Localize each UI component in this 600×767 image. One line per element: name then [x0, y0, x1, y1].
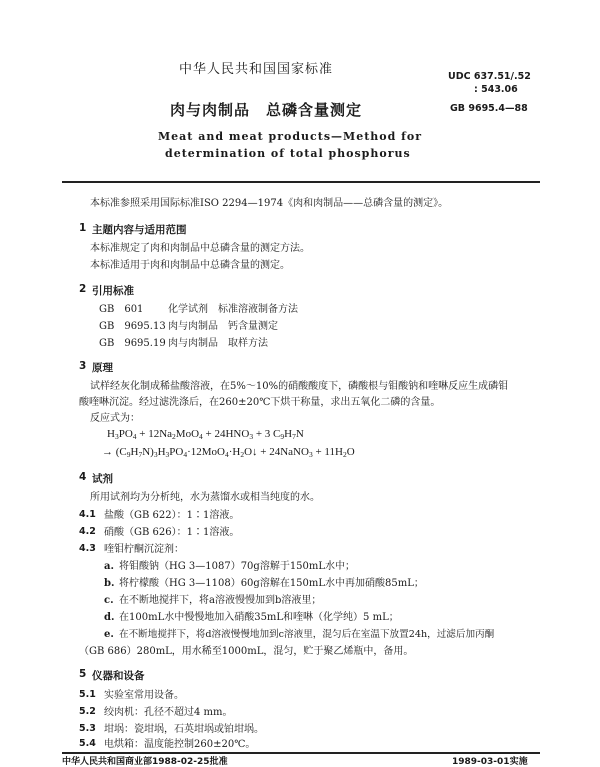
english-title-line1: Meat and meat products—Method for	[158, 130, 422, 143]
eq2-sub: 4	[183, 450, 188, 459]
section-5-title: 仪器和设备	[92, 670, 145, 682]
item-5-4-number: 5.4	[79, 738, 96, 749]
eq1-sub: 3	[249, 432, 254, 441]
item-4-2-text: 硝酸（GB 626）：1∶1溶液。	[104, 527, 240, 538]
eq1-part: H	[284, 428, 293, 440]
national-standard-label: 中华人民共和国国家标准	[179, 62, 334, 77]
ref-code-1: GB 601	[99, 304, 144, 315]
reaction-equation-2	[102, 446, 355, 459]
eq2-part: H	[157, 446, 166, 458]
eq1-sub: 9	[280, 432, 285, 441]
eq1-part: + 12Na	[136, 428, 173, 440]
eq2-part: N)	[142, 446, 154, 458]
eq1-sub: 4	[199, 432, 203, 441]
item-4-3-text: 喹钼柠酮沉淀剂：	[104, 544, 184, 555]
eq2-sub: 3	[308, 450, 313, 459]
section-1-para-1: 本标准规定了肉和肉制品中总磷含量的测定方法。	[90, 243, 310, 254]
item-4-1-number: 4.1	[79, 509, 96, 520]
item-5-3-text: 坩埚：瓷坩埚，石英坩埚或铂坩埚。	[104, 724, 264, 735]
principle-para-line2: 酸喹啉沉淀。经过滤洗涤后，在260±20℃下烘干称量，求出五氧化二磷的含量。	[79, 397, 441, 408]
eq1-part: PO	[118, 428, 133, 440]
item-5-1-number: 5.1	[79, 689, 96, 700]
item-4-3-number: 4.3	[79, 543, 96, 554]
ref-code-3: GB 9695.19	[99, 338, 166, 349]
section-5-number: 5	[79, 668, 87, 680]
intro-text: 本标准参照采用国际标准ISO 2294—1974《肉和肉制品——总磷含量的测定》。	[90, 198, 449, 209]
sub-item-a-label: a.	[104, 561, 114, 572]
sub-item-c-label: c.	[104, 595, 114, 606]
ref-text-2: 肉与肉制品 钙含量测定	[168, 321, 278, 332]
sub-item-c-text: 在不断地搅拌下，将a溶液慢慢加到b溶液里；	[119, 595, 322, 606]
section-2-title: 引用标准	[92, 285, 134, 297]
item-5-1-text: 实验室常用设备。	[104, 690, 184, 701]
english-title-line2: determination of total phosphorus	[165, 147, 411, 160]
ref-text-3: 肉与肉制品 取样方法	[168, 338, 268, 349]
eq1-sub: 7	[292, 432, 296, 441]
section-4-title: 试剂	[92, 473, 113, 485]
eq2-part: O↓ + 24NaNO	[244, 446, 309, 458]
section-4-number: 4	[79, 471, 87, 483]
ref-code-2: GB 9695.13	[99, 321, 166, 332]
item-5-4-text: 电烘箱：温度能控制260±20℃。	[104, 739, 256, 750]
header-divider	[62, 181, 540, 183]
document-title: 肉与肉制品 总磷含量测定	[170, 101, 363, 119]
eq2-sub: 9	[126, 450, 131, 459]
eq2-part: O	[346, 446, 355, 458]
sub-item-b-label: b.	[104, 578, 115, 589]
section-1-para-2: 本标准适用于肉和肉制品中总磷含量的测定。	[90, 260, 290, 271]
ref-text-1: 化学试剂 标准溶液制备方法	[168, 304, 298, 315]
section-1-number: 1	[79, 222, 87, 234]
approval-line: 中华人民共和国商业部1988-02-25批准	[62, 757, 228, 767]
sub-item-d-label: d.	[104, 612, 115, 623]
sub-item-e-text: 在不断地搅拌下，将d溶液慢慢地加到c溶液里，混匀后在室温下放置24h，过滤后加丙酮	[119, 629, 495, 640]
eq2-part: H	[130, 446, 139, 458]
principle-para-line1: 试样经灰化制成稀盐酸溶液，在5%～10%的硝酸酸度下，磷酸根与钼酸钠和喹啉反应生成磷钼	[90, 381, 509, 392]
sub-item-d-text: 在100mL水中慢慢地加入硝酸35mL和喹啉（化学纯）5 mL；	[119, 612, 399, 623]
eq2-sub: 4	[224, 450, 229, 459]
eq2-sub: 2	[342, 450, 347, 459]
eq1-sub: 2	[172, 432, 176, 441]
reaction-equation-1	[107, 428, 304, 441]
udc-code: UDC 637.51/.52	[448, 71, 531, 82]
section-2-number: 2	[79, 283, 87, 295]
item-5-2-number: 5.2	[79, 706, 96, 717]
eq2-sub: 3	[165, 450, 170, 459]
eq2-sub: 2	[240, 450, 245, 459]
reaction-label: 反应式为：	[90, 413, 140, 424]
gb-code: GB 9695.4—88	[450, 103, 528, 114]
eq2-part: + 11H	[312, 446, 343, 458]
sub-item-e-label: e.	[104, 629, 114, 640]
eq1-sub: 3	[114, 432, 119, 441]
eq2-sub: 3	[153, 450, 158, 459]
eq2-sub: 7	[138, 450, 143, 459]
eq1-part: + 3 C	[253, 428, 281, 440]
eq2-part: PO	[169, 446, 184, 458]
item-4-2-number: 4.2	[79, 526, 96, 537]
reagents-intro: 所用试剂均为分析纯，水为蒸馏水或相当纯度的水。	[90, 492, 320, 503]
eq1-part: N	[295, 428, 304, 440]
section-3-number: 3	[79, 360, 87, 372]
eq1-part: + 24HNO	[202, 428, 250, 440]
eq1-part: H	[107, 428, 115, 440]
item-4-1-text: 盐酸（GB 622）：1∶1溶液。	[104, 510, 240, 521]
udc-code-cont: : 543.06	[474, 84, 518, 95]
sub-item-e-continuation: （GB 686）280mL，用水稀至1000mL，混匀，贮于聚乙烯瓶中，备用。	[79, 646, 414, 657]
eq1-sub: 4	[132, 432, 137, 441]
sub-item-b-text: 将柠檬酸（HG 3—1108）60g溶解在150mL水中再加硝酸85mL；	[119, 578, 424, 589]
eq2-part: ·12MoO	[187, 446, 225, 458]
section-3-title: 原理	[92, 362, 113, 374]
eq2-part: → (C	[102, 446, 127, 458]
item-5-2-text: 绞肉机：孔径不超过4 mm。	[104, 707, 233, 718]
eq2-part: ·H	[228, 446, 241, 458]
section-1-title: 主题内容与适用范围	[92, 224, 187, 236]
sub-item-a-text: 将钼酸钠（HG 3—1087）70g溶解于150mL水中；	[119, 561, 356, 572]
effective-date: 1989-03-01实施	[452, 757, 528, 767]
eq1-part: MoO	[175, 428, 200, 440]
item-5-3-number: 5.3	[79, 723, 96, 734]
